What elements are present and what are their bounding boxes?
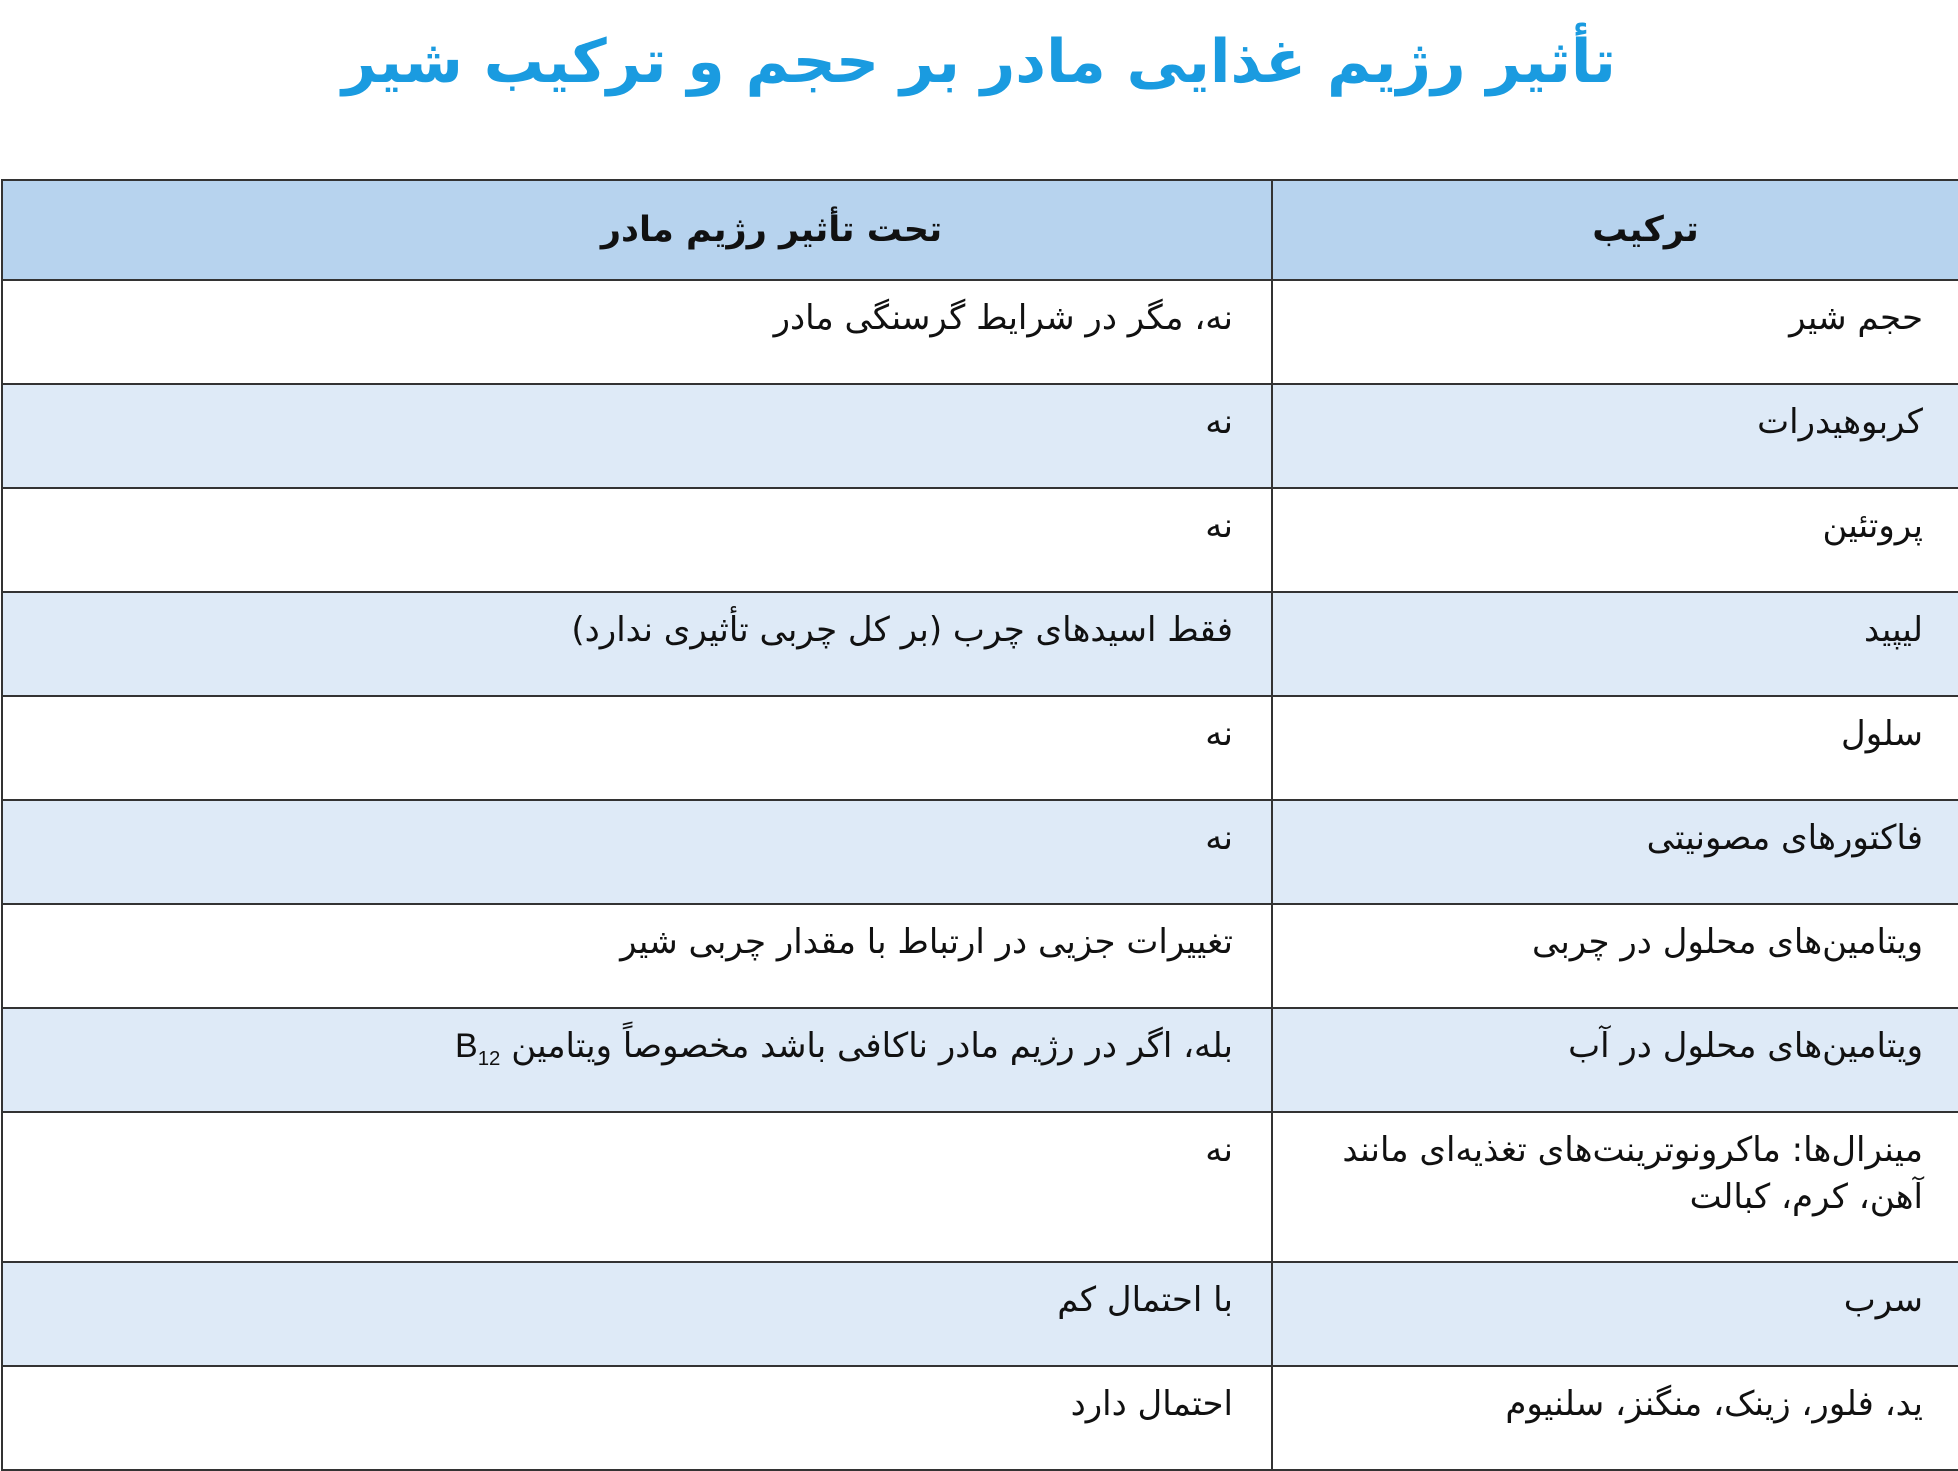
cell-composition: پروتئین (1272, 488, 1958, 592)
cell-effect: نه، مگر در شرایط گرسنگی مادر (2, 280, 1272, 384)
table-row (2, 696, 1958, 800)
cell-effect: نه (2, 800, 1272, 904)
vitamin-subscript: 12 (477, 1047, 501, 1070)
page-title: تأثیر رژیم غذایی مادر بر حجم و ترکیب شیر (342, 27, 1616, 97)
cell-effect: نه (2, 384, 1272, 488)
cell-composition: حجم شیر (1272, 280, 1958, 384)
vitamin-label (455, 1027, 501, 1070)
table-row (2, 1366, 1958, 1470)
cell-effect: نه (2, 488, 1272, 592)
cell-composition: کربوهیدرات (1272, 384, 1958, 488)
table-row (2, 1112, 1958, 1262)
cell-composition: مینرال‌ها: ماکرونوترینت‌های تغذیه‌ای مانند آهن، کرم، کبالت (1272, 1112, 1958, 1262)
cell-composition: ویتامین‌های محلول در چربی (1272, 904, 1958, 1008)
table-row (2, 800, 1958, 904)
table-row (2, 280, 1958, 384)
cell-composition: فاکتورهای مصونیتی (1272, 800, 1958, 904)
table-row (2, 1008, 1958, 1112)
diet-effect-table (1, 179, 1958, 1471)
cell-effect: احتمال دارد (2, 1366, 1272, 1470)
table-header-row (2, 180, 1958, 280)
cell-composition: ید، فلور، زینک، منگنز، سلنیوم (1272, 1366, 1958, 1470)
cell-effect: تغییرات جزیی در ارتباط با مقدار چربی شیر (2, 904, 1272, 1008)
table-row (2, 488, 1958, 592)
table-row (2, 1262, 1958, 1366)
cell-effect: نه (2, 696, 1272, 800)
table-row (2, 904, 1958, 1008)
header-composition: ترکیب (1272, 180, 1958, 280)
cell-composition: سرب (1272, 1262, 1958, 1366)
cell-effect: فقط اسیدهای چرب (بر کل چربی تأثیری ندارد) (2, 592, 1272, 696)
table-row (2, 592, 1958, 696)
cell-composition: ویتامین‌های محلول در آب (1272, 1008, 1958, 1112)
cell-composition: لیپید (1272, 592, 1958, 696)
cell-effect (2, 1008, 1272, 1112)
table-row (2, 384, 1958, 488)
header-effect: تحت تأثیر رژیم مادر (2, 180, 1272, 280)
cell-composition: سلول (1272, 696, 1958, 800)
cell-effect: نه (2, 1112, 1272, 1262)
vitamin-letter: B (455, 1027, 478, 1065)
cell-effect-text: بله، اگر در رژیم مادر ناکافی باشد مخصوصاً ویتامین (511, 1026, 1233, 1066)
cell-effect: با احتمال کم (2, 1262, 1272, 1366)
